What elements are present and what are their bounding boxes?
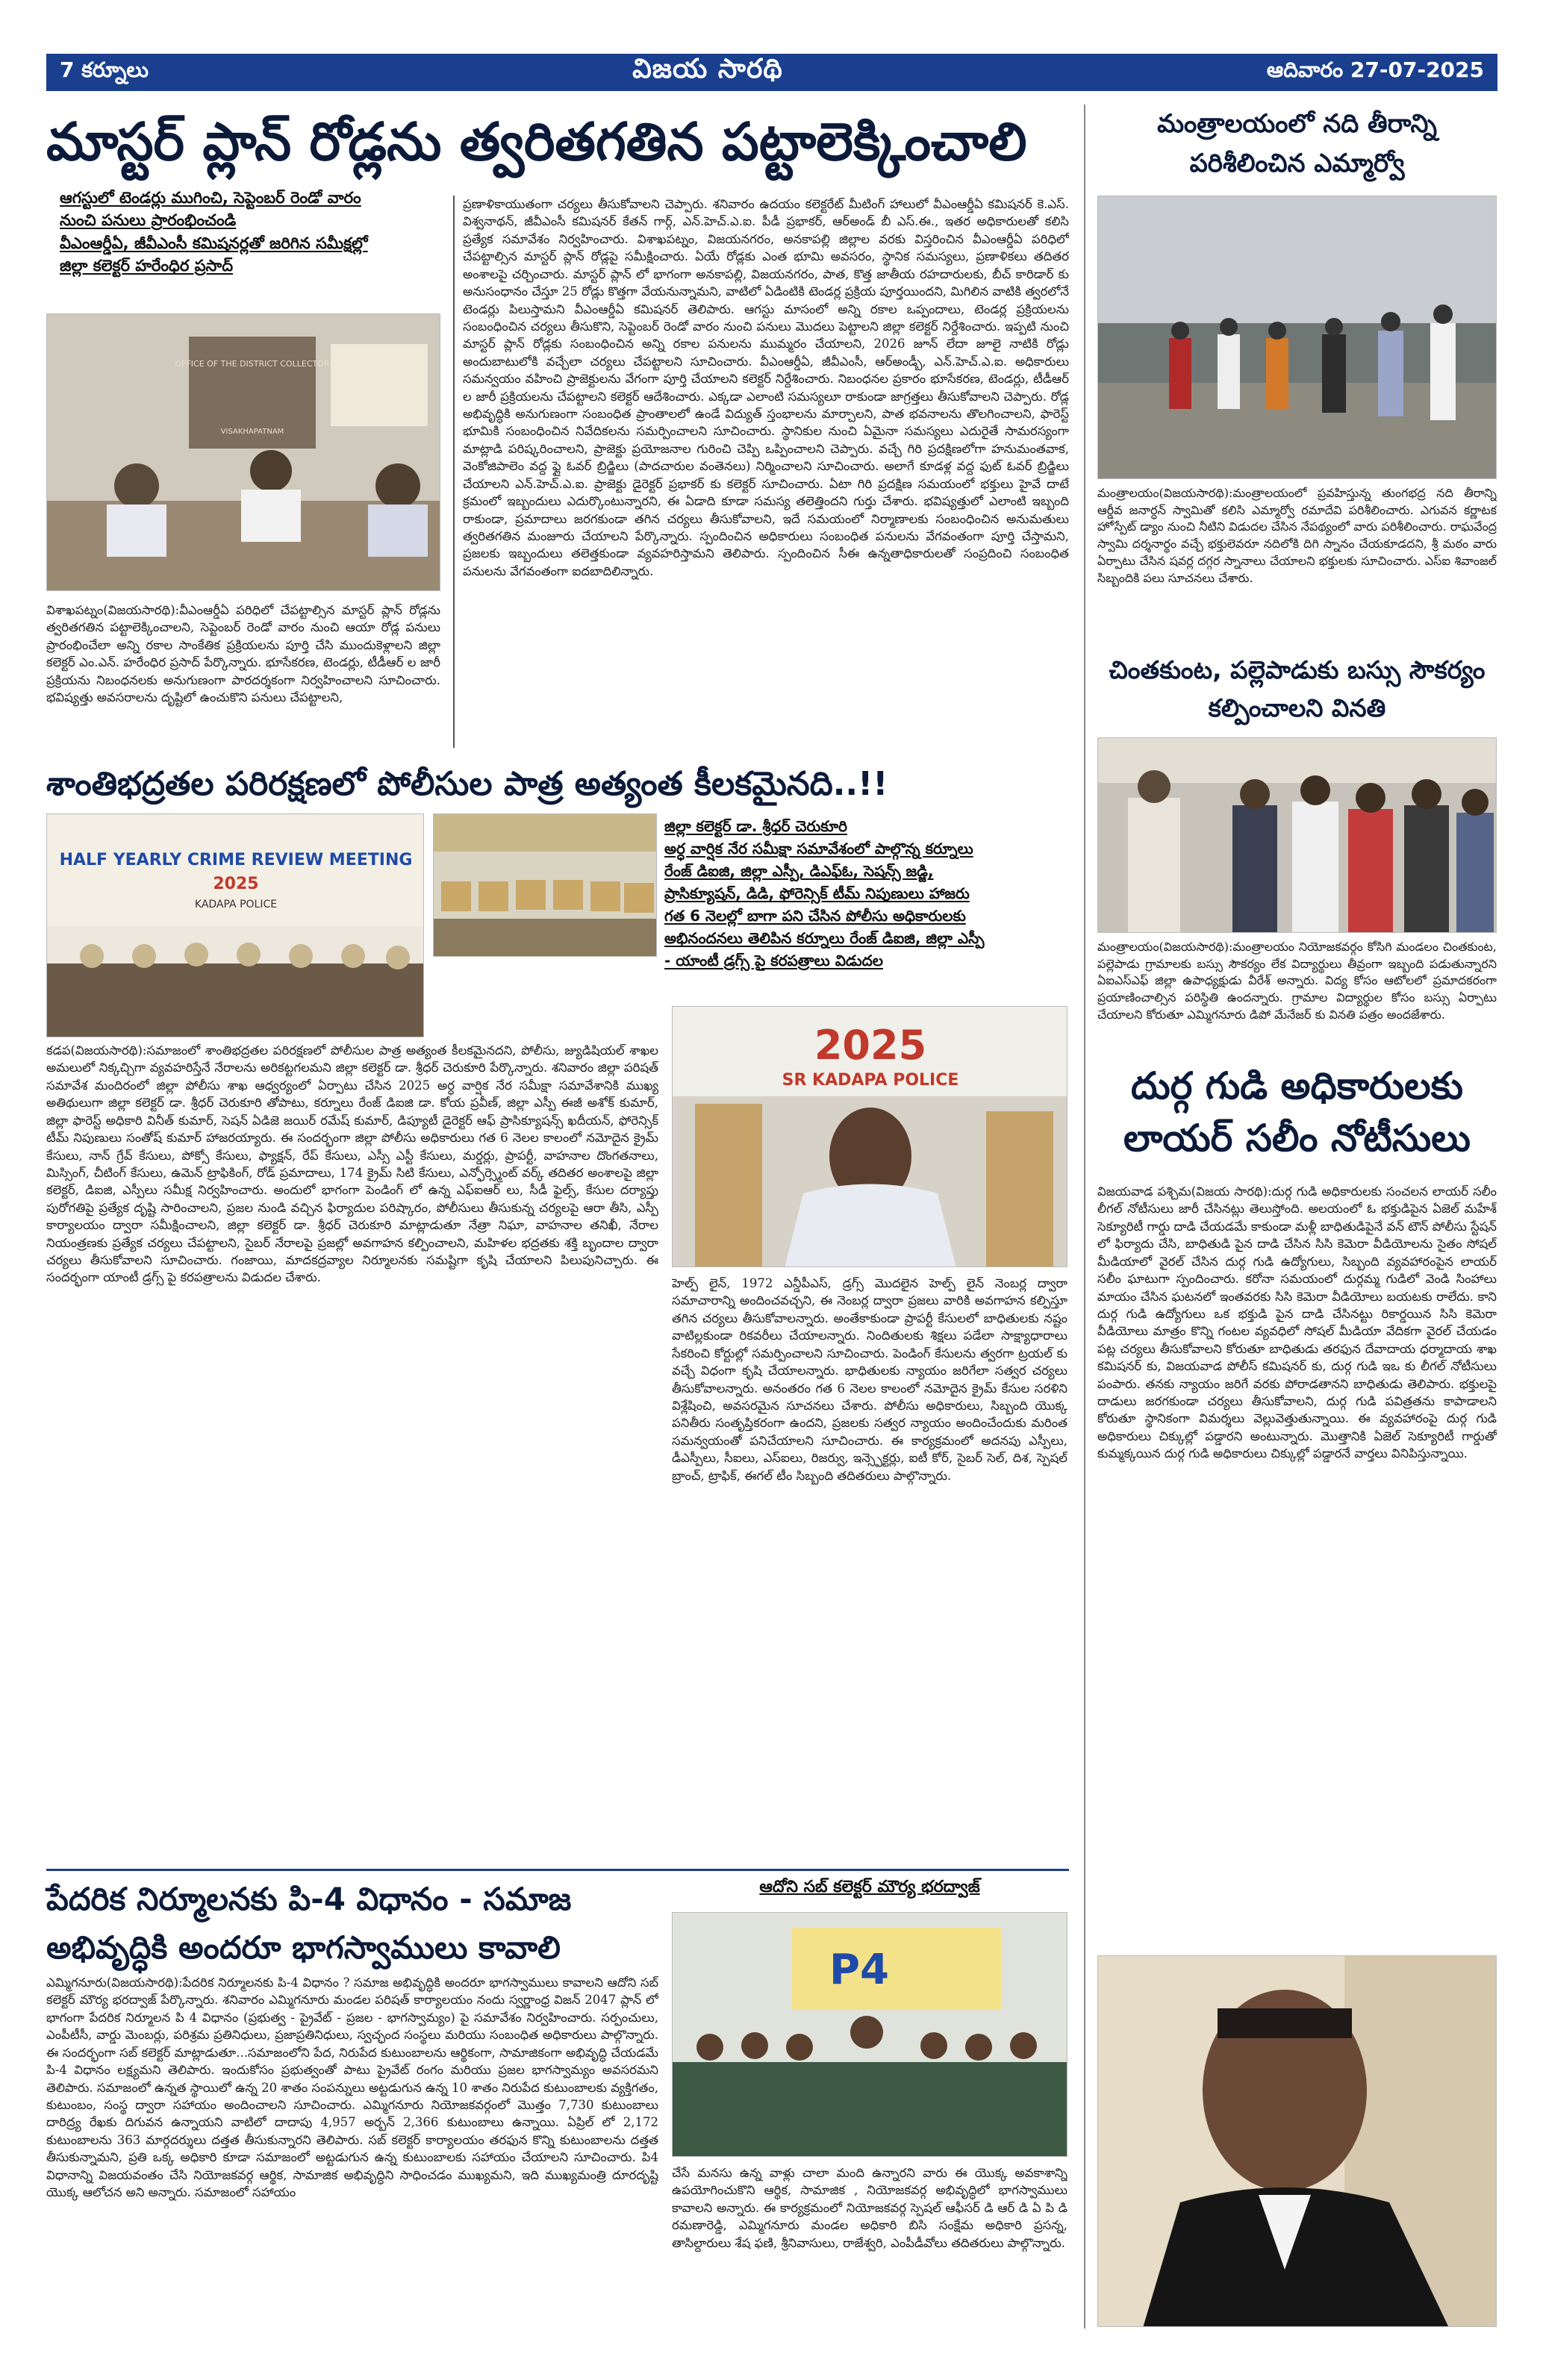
story5-photo3	[672, 1006, 1067, 1267]
story6-headline	[46, 1875, 666, 1972]
story5-photo2	[433, 813, 657, 957]
story4-headline: దుర్గ గుడి అధికారులకు లాయర్ సలీం నోటీసులు	[1123, 1064, 1471, 1160]
story5-body-right: హెల్ప్ లైన్, 1972 ఎన్డీపీఎస్, డ్రగ్స్ మొదలైన హెల్ప్ లైన్ నెంబర్ల ద్వారా సమాచారాన్ని అందించవచ్చని, ఈ నెంబర్ల ద్వారా ప్రజలు వారికి అవగాహన కల్పిస్తూ తగిన చర్యలు తీసుకోవాలన్నారు. అంతేకాకుండా ప్రాపర్టీ కేసులలో బాధితులకు నష్టం వాటిల్లకుండా రికవరీలు చేయాలన్నారు. నిందితులకు శిక్షలు పడేలా సాక్ష్యాధారాలు సేకరించి కోర్టుల్లో సమర్పించాలని సూచించారు. పెండింగ్ కేసులను త్వరగా ట్రయల్ కు వచ్చే విధంగా కృషి చేయాలన్నారు. భాధితులకు న్యాయం జరిగేలా సత్వర చర్యలు తీసుకోవాలన్నారు. అనంతరం గత 6 నెలల కాలంలో నమోదైన క్రైమ్ కేసుల సరళిని విశ్లేషించి, అవసరమైన సూచనలు చేశారు. పోలీసు అధికారులు, సిబ్బంది యొక్క పనితీరు సంతృప్తికరంగా ఉందని, ప్రజలకు సత్వర న్యాయం అందించేందుకు మరింత సమన్వయంతో పనిచేయాలని సూచించారు. ఈ కార్యక్రమంలో అదనపు ఎస్పీలు, డీఎస్పీలు, సీఐలు, ఎస్ఐలు, రిజర్వు, ఇన్స్పెక్టర్లు, ఐటీ కోర్, సైబర్ సెల్, దిశ, స్పెషల్ బ్రాంచ్, ట్రాఫిక్, ఈగల్ టీం సిబ్బంది తదితరులు పాల్గొన్నారు.	[672, 1276, 1067, 1483]
story5-subline: గత 6 నెలల్లో బాగా పని చేసిన పోలీసు అధికారులకు	[664, 907, 966, 925]
column-divider	[453, 196, 455, 748]
story1-subline: జిల్లా కలెక్టర్ హరేంధిర ప్రసాద్	[60, 257, 234, 275]
story1-body-left: విశాఖపట్నం(విజయసారథి):వీఎంఆర్డీఏ పరిధిలో చేపట్టాల్సిన మాస్టర్ ప్లాన్ రోడ్లను త్వరితగతిన పట్టాలెక్కించాలని, సెప్టెంబర్ రెండో వారం నుంచి ఆయా రోడ్ల పనులు ప్రారంభించేలా అన్ని రకాల సాంకేతిక ప్రక్రియలను పూర్తి చేసి ముందుకెళ్లాలని జిల్లా కలెక్టర్ ఎం.ఎన్. హరేంధిర ప్రసాద్ పేర్కొన్నారు. భూసేకరణ, టెండర్లు, టీడీఆర్ ల జారీ ప్రక్రియను నిబంధనలకు అనుగుణంగా పారదర్శకంగా నిర్వహించాలని సూచించారు. భవిష్యత్తు అవసరాలను దృష్టిలో ఉంచుకొని పనులు చేపట్టాలని,	[46, 603, 440, 705]
story6-headline-line: పేదరిక నిర్మూలనకు పి-4 విధానం - సమాజ	[46, 1881, 572, 1917]
story4-body: విజయవాడ పశ్చిమ(విజయ సారథి):దుర్గ గుడి అధికారులకు సంచలన లాయర్ సలీం లీగల్ నోటీసులు జారీ చేసినట్లు తెలుస్తోంది. అలయంలో ఓ భక్తుడిపైన ఏజెల్ మహేశ్ సెక్యూరిటీ గార్డు దాడి చేయడమే కాకుండా మళ్లీ బాధితుడిపైనే వన్ టౌన్ పోలీసు స్టేషన్ లో ఫిర్యాదు చేసి, బాధితుడి పైన దాడి చేసిన సిసి కెమెరా వీడియోలను సైతం సోషల్ మీడియాలో వైరల్ చేసిన దుర్గ గుడి ఉద్యోగులు, సిబ్బంది వ్యవహారంపైన లాయర్ సలీం ఘాటుగా స్పందించారు. కరోనా సమయంలో దుర్గమ్మ గుడిలో వెండి సింహాలు మాయం చేసిన ఘటనలో ఇంతవరకు సిసి కెమెరా వీడియోలు బయటకు రాలేదు. కాని దుర్గ గుడి ఉద్యోగులు ఒక భక్తుడి పైన దాడి చేసినట్టు రికార్డయిన సిసి కెమెరా వీడియోలు మాత్రం కొన్ని గంటల వ్యవధిలో సోషల్ మీడియా వేదికగా వైరల్ చేయడం పట్ల చర్యలు తీసుకోవాలని కోరుతూ బాధితుడు తరఫున దేవాదాయ ధర్మాదాయ శాఖ కమిషనర్ కు, విజయవాడ పోలీస్ కమిషనర్ కు, దుర్గ గుడి ఇఒ కు లీగల్ నోటీసులు పంపారు. తనకు న్యాయం జరిగే వరకు పోరాడతానని బాధితుడు తెలిపారు. భక్తులపై దాడులు జరగకుండా చర్యలు తీసుకోవాలని, దుర్గ గుడి పవిత్రతను కాపాడాలని కోరుతూ స్థానికంగా విమర్శలు వెల్లువెత్తుతున్నాయి. ఈ వ్యవహారంపై దుర్గ గుడి అధికారులు చిక్కుల్లో పడ్డారని అంటున్నారు. మొత్తానికి ఏజెల్ సెక్యూరిటీ గార్డుతో కుమ్మక్కయిన దుర్గ గుడి అధికారులు చిక్కుల్లో పడ్డారనే వార్తలు వినిపిస్తున్నాయి.	[1097, 1184, 1497, 1461]
story5-photo1	[46, 813, 424, 1037]
story5-headline: శాంతిభద్రతల పరిరక్షణలో పోలీసుల పాత్ర అత్యంత కీలకమైనది..!!	[46, 765, 888, 803]
story1-subline: నుంచి పనులు ప్రారంభించండి	[60, 211, 237, 230]
masthead	[46, 54, 1497, 91]
photo3-year: 2025	[814, 1022, 927, 1069]
paper-name: విజయ సారథి	[632, 54, 783, 84]
story1-subline: వీఎంఆర్డీఏ, జీవీఎంసీ కమిషనర్లతో జరిగిన సమీక్షల్లో	[60, 234, 368, 252]
banner-year: 2025	[213, 875, 259, 893]
section-rule	[46, 1869, 1069, 1871]
issue-date: ఆదివారం 27-07-2025	[1266, 57, 1484, 82]
photo3-sub: SR KADAPA POLICE	[782, 1071, 959, 1090]
story2-headline: మంత్రాలయంలో నది తీరాన్ని పరిశీలించిన ఎమ్మార్వో	[1157, 109, 1437, 178]
story2-photo	[1097, 196, 1497, 479]
photo-sign-text2: VISAKHAPATNAM	[220, 428, 284, 436]
story3-photo	[1097, 737, 1497, 933]
story5-subline: అర్ధ వార్షిక నేర సమీక్షా సమావేశంలో పాల్గొన్న కర్నూలు	[664, 840, 973, 858]
story1-body-main: ప్రణాళికాయుతంగా చర్యలు తీసుకోవాలని చెప్పారు. శనివారం ఉదయం కలెక్టరేట్ మీటింగ్ హాలులో వీఎంఆర్డీఏ కమిషనర్ కె.ఎస్. విశ్వనాథన్, జీవీఎంసీ కమిషనర్ కేతన్ గార్గ్, ఎన్.హెచ్.ఎ.ఐ. పీడీ ప్రభాకర్, ఆర్అండ్ బీ ఎస్.ఈ., ఇతర అధికారులతో కలిసి ప్రత్యేక సమావేశం నిర్వహించారు. విశాఖపట్నం, విజయనగరం, అనకాపల్లి జిల్లాల వరకు విస్తరించిన వీఎంఆర్డీఏ పరిధిలో చేపట్టాల్సిన మాస్టర్ ప్లాన్ రోడ్లపై సమీక్షించారు. ఏయే రోడ్లకు ఎంత భూమి అవసరం, స్థానిక సమస్యలు, ప్రణాళికలు తదితర అంశాలపై చర్చించారు. మాస్టర్ ప్లాన్ లో భాగంగా అనకాపల్లి, విజయనగరం, పాత, కొత్త జాతీయ రహదారులకు, బీచ్ కారిడార్ కు అనుసంధానం చేస్తూ 25 రోడ్లు కొత్తగా వేయనున్నామని, వాటిలో ఏడింటికి టెండర్ల ప్రక్రియ పూర్తయిందని, మిగిలిన వాటికి త్వరలోనే టెండర్లు పిలుస్తామని వీఎంఆర్డీఏ కమిషనర్ తెలిపారు. ఆగస్టు మాసంలో అన్ని రకాల ఒప్పందాలు, టెండర్ల ప్రక్రియలను సంబంధించిన చర్యలు తీసుకొని, సెప్టెంబర్ రెండో వారం నుంచి పనులు మొదలు పెట్టాలని జిల్లా కలెక్టర్ నిర్దేశించారు. ఇప్పటి నుంచి మాస్టర్ ప్లాన్ రోడ్లకు సంబంధించిన అన్ని రకాల పనులను ముమ్మరం చేయాలని, 2026 జూన్ లేదా జూలై నాటికి రోడ్లు అందుబాటులోకి వచ్చేలా చర్యలు చేపట్టాలని సూచించారు. వీఎంఆర్డీఏ, జీవీఎంసీ, ఆర్అండ్బీ, ఎన్.హెచ్.ఎ.ఐ. అధికారులు సమన్వయం వహించి ప్రాజెక్టులను వేగంగా పూర్తి చేయాలని కలెక్టర్ నిర్దేశించారు. నిబంధనల ప్రకారం భూసేకరణ, టెండర్లు, టీడీఆర్ ల జారీ ప్రక్రియలను చేపట్టాలని కలెక్టర్ ఆదేశించారు. ఎక్కడా ఎలాంటి సమస్యలూ రాకుండా జాగ్రత్తలు తీసుకోవాలని చెప్పారు. రోడ్ల అభివృద్ధికి అనుగుణంగా సంబంధిత ప్రాంతాలలో ఉండే విద్యుత్ స్తంభాలను మార్చాలని, పాత భవనాలను తొలగించాలని, ఫారెస్ట్ భూమికి సంబంధించిన నివేదికలను సమర్పించాలని సూచించారు. స్థానికుల నుంచి ఏమైనా సమస్యలు ఎదురైతే సామరస్యంగా మాట్లాడి పరిష్కరించాలని, ప్రాజెక్టు ప్రయోజనాల గురించి చెప్పి ఒప్పించాలని చెప్పారు. వచ్చే గిరి ప్రదక్షిణలోగా హనుమంతవాక, వెంకోజిపాలెం వద్ద ఫ్లై ఓవర్ బ్రిడ్జిలు (పాదచారుల వంతెనలు) నిర్మించాలని సూచించారు. అలాగే కూడళ్ల వద్ద ఫుట్ ఓవర్ బ్రిడ్జిలు చేయాలని ఎన్.హెచ్.ఎ.ఐ. ప్రాజెక్టు డైరెక్టర్ ప్రభాకర్ కు కలెక్టర్ సూచించారు. ఏటా గిరి ప్రదక్షిణ సమయంలో భక్తులు హైవే దాటే క్రమంలో ఇబ్బందులు ఎదుర్కొంటున్నారని, ఈ ఏడాది కూడా సమస్య తలెత్తిందని గుర్తు చేశారు. భవిష్యత్తులో ఎలాంటి ఇబ్బంది రాకుండా, ప్రమాదాలు జరగకుండా తగిన చర్యలు తీసుకోవాలని, ఇదే సమయంలో నిర్మాణాలకు సంబంధించిన అనుమతులు త్వరితగతిన మంజూరు చేయాలని పేర్కొన్నారు. స్పందించిన అధికారులు సంబంధిత పనులను వేగవంతంగా పూర్తి చేస్తామని, ప్రజలకు ఇబ్బందులు తలెత్తకుండా వ్యవహరిస్తామని తెలిపారు. స్పందించిన సీఈ ఉన్నతాధికారులతో సంప్రదించి సంబంధిత పనులను వేగవంతంగా ఐదబాదిలిన్నారు.	[463, 197, 1069, 578]
story5-sublines	[664, 815, 1067, 987]
story1-headline: మాస్టర్ ప్లాన్ రోడ్లను త్వరితగతిన పట్టాలెక్కించాలి	[46, 111, 1027, 172]
banner-text: HALF YEARLY CRIME REVIEW MEETING	[59, 851, 413, 869]
banner-sub: KADAPA POLICE	[194, 899, 278, 911]
story1-photo	[46, 313, 440, 591]
story5-body-left: కడప(విజయసారథి):సమాజంలో శాంతిభద్రతల పరిరక్షణలో పోలీసుల పాత్ర అత్యంత కీలకమైనదని, పోలీసు, జ్యుడిషియల్ శాఖల అమలులో నిక్కచ్చిగా వ్యవహరిస్తేనే నేరాలను అరికట్టగలమని జిల్లా కలెక్టర్ డా. శ్రీధర్ చెరుకూరి పేర్కొన్నారు. శనివారం జిల్లా పరిషత్ సమావేశ మందిరంలో జిల్లా పోలీసు శాఖ ఆధ్వర్యంలో ఏర్పాటు చేసిన 2025 అర్ధ వార్షిక నేర సమీక్షా సమావేశానికి ముఖ్య అతిథులుగా జిల్లా కలెక్టర్ డా. శ్రీధర్ చెరుకూరి తోపాటు, కర్నూలు రేంజ్ డిఐజి డా. కోయ ప్రవీణ్, జిల్లా ఎస్పీ ఈజీ అశోక్ కుమార్, జిల్లా ఫారెస్ట్ అధికారి వినీత్ కుమార్, సెషన్ ఏడిజె జయిర్ రమేష్ కుమార్, డిప్యూటీ డైరెక్టర్ ఆఫ్ ప్రాసిక్యూషన్స్ ఖదీయన్, ఫోరెన్సిక్ టీమ్ నిపుణులు సంతోష్ కుమార్ హాజరయ్యారు. ఈ సందర్భంగా జిల్లా పోలీసు అధికారులు గత 6 నెలల కాలంలో నమోదైన క్రైమ్ కేసులు, నాన్ గ్రేవ్ కేసులు, పోక్సో కేసులు, ఫ్యాక్షన్, రేప్ కేసులు, ఎస్సీ ఎస్టీ కేసులు, మర్డర్లు, ప్రాపర్టీ, వాహనాల దొంగతనాలు, మిస్సింగ్, చీటింగ్ కేసులు, ఉమెన్ ట్రాఫికింగ్, రోడ్ ప్రమాదాలు, 174 క్రైమ్ సిటి కేసులు, ఎన్ఫోర్స్మెంట్ వర్క్ తదితర అంశాలపై జిల్లా కలెక్టర్, డిఐజి, ఎస్పీలు సమీక్ష నిర్వహించారు. అందులో భాగంగా పెండింగ్ లో ఉన్న ఎఫ్ఐఆర్ లు, సీడీ ఫైల్స్, కేసుల దర్యాప్తు పురోగతిపై ప్రత్యేక దృష్టి సారించాలని, ప్రజల నుండి వచ్చిన ఫిర్యాదుల పరిష్కారం, పోలీసులు తీసుకున్న చర్యలపై ఆరా తీసి, ఎస్పీ కార్యాలయం ద్వారా సమీక్షించాలని, జిల్లా కలెక్టర్ డా. శ్రీధర్ చెరుకూరి మాట్లాడుతూ నేత్రా నిఘా, వాహనాల తనిఖీ, నేరాల నియంత్రణకు ప్రత్యేక చర్యలు చేపట్టాలని, సైబర్ నేరాలపై ప్రజల్లో అవగాహన కల్పించాలని, మహిళల భద్రతకు శక్తి బృందాల ద్వారా చర్యలు తీసుకోవాలని సూచించారు. గంజాయి, మాదకద్రవ్యాల నిర్మూలనకు సమష్టిగా కృషి చేయాలని పిలుపునిచ్చారు. ఈ సందర్భంగా యాంటీ డ్రగ్స్ పై కరపత్రాలను విడుదల చేశారు.	[46, 1043, 658, 1285]
story4-photo	[1097, 1955, 1497, 2327]
story6-body-right: చేసే మనసు ఉన్న వాళ్లు చాలా మంది ఉన్నారని వారు ఈ యొక్క అవకాశాన్ని ఉపయోగించుకొని ఆర్థిక, సామాజిక , నియోజకవర్గ అభివృద్ధిలో భాగస్వాములు కావాలని అన్నారు. ఈ కార్యక్రమంలో నియోజకవర్గ స్పెషల్ ఆఫీసర్ డి ఆర్ డి ఏ పి డి రమణారెడ్డి, ఎమ్మిగనూరు మండల అధికారి బిసి సంక్షేమ అధికారి ప్రసన్న, తాసిల్దారులు శేష ఫణి, శ్రీనివాసులు, రాజేశ్వరి, ఎంపీడీవోలు తదితరులు పాల్గొన్నారు.	[672, 2166, 1067, 2250]
page-label: 7 కర్నూలు	[60, 57, 149, 82]
story1-subline: ఆగస్టులో టెండర్లు ముగించి, సెప్టెంబర్ రెండో వారం	[60, 189, 361, 207]
story5-subline: ప్రాసిక్యూషన్, డిడి, ఫోరెన్సిక్ టీమ్ నిపుణులు హాజరు	[664, 884, 970, 902]
story6-sub: ఆదోని సబ్ కలెక్టర్ మౌర్య భరద్వాజ్	[759, 1878, 980, 1896]
column-divider	[1084, 104, 1085, 2329]
story6-headline-line: అభివృద్ధికి అందరూ భాగస్వాములు కావాలి	[46, 1929, 561, 1967]
story3-headline: చింతకుంట, పల్లెపాడుకు బస్సు సౌకర్యం కల్పించాలని వినతి	[1109, 655, 1486, 723]
story2-body: మంత్రాలయం(విజయసారథి):మంత్రాలయంలో ప్రవహిస్తున్న తుంగభద్ర నది తీరాన్ని ఆర్డీవ జనార్ధన్ స్వామితో కలిసి ఎమ్మార్వో రమాదేవి పరిశీలించారు. ఎగువన కర్ణాటక హోస్పేట్ డ్యాం నుంచి నీటిని విడుదల చేసిన నేపథ్యంలో వారు పరిశీలించారు. రాఘవేంద్ర స్వామి దర్శనార్థం వచ్చే భక్తులెవరూ నదిలోకి దిగి స్నానం చేయకూడదని, శ్రీ మఠం వారు ఏర్పాటు చేసిన షవర్ల దగ్గర స్నానాలు చేయాలని భక్తులకు సూచించారు. ఎస్ఐ శివాంజల్ సిబ్బందికి పలు సూచనలు చేశారు.	[1097, 486, 1497, 585]
story6-body-left: ఎమ్మిగనూరు(విజయసారథి):పేదరిక నిర్మూలనకు పి-4 విధానం ? సమాజ అభివృద్ధికి అందరూ భాగస్వాములు కావాలని ఆదోని సబ్ కలెక్టర్ మౌర్య భరద్వాజ్ పేర్కొన్నారు. శనివారం ఎమ్మిగనూరు మండల పరిషత్ కార్యాలయం నందు స్వర్ణాంధ్ర విజన్ 2047 ప్లాన్ లో భాగంగా పేదరిక నిర్మూలన పి 4 విధానం (ప్రభుత్వ - ప్రైవేట్ - ప్రజల - భాగస్వామ్యం) పై సమావేశం నిర్వహించారు. సర్పంచులు, ఎంపీటీసీ, వార్డు మెంబర్లు, పరిశ్రమ ప్రతినిధులు, ప్రజాప్రతినిధులు, స్వచ్ఛంద సంస్థలు మరియు సంబంధిత అధికారులు పాల్గొన్నారు. ఈ సందర్భంగా సబ్ కలెక్టర్ మాట్లాడుతూ...సమాజంలోని పేద, నిరుపేద కుటుంబాలను ఆర్థికంగా, సామాజికంగా అభివృద్ధి చేయడమే పి-4 విధానం లక్ష్యమని తెలిపారు. ఇందుకోసం ప్రభుత్వంతో పాటు ప్రైవేట్ రంగం మరియు ప్రజల భాగస్వామ్యం అవసరమని తెలిపారు. సమాజంలో ఉన్నత స్థాయిలో ఉన్న 20 శాతం సంపన్నులు అట్టడుగున ఉన్న 10 శాతం నిరుపేద కుటుంబాలకు వ్యక్తిగతం, కుటుంబం, సంస్థ ద్వారా సహాయం అందించాలని సూచించారు. ఎమ్మిగనూరు నియోజకవర్గంలో మొత్తం 7,730 కుటుంబాలు దారిద్ర్య రేఖకు దిగువన ఉన్నాయని వాటిలో దాదాపు 4,957 అర్బన్ 2,366 కుటుంబాలు ఉన్నాయి. ఏప్రిల్ లో 2,172 కుటుంబాలను 363 మార్గదర్శులు దత్తత తీసుకున్నారని తెలిపారు. సబ్ కలెక్టర్ కార్యాలయం తరఫున కొన్ని కుటుంబాలను దత్తత తీసుకున్నామని, ప్రతి ఒక్క అధికారి కూడా సమాజంలో అట్టడుగున ఉన్న కుటుంబాలకు సహాయం చేయాలని సూచించారు. పి4 విధానాన్ని విజయవంతం చేసి నియోజకవర్గ ఆర్థిక, సామాజిక అభివృద్ధిని సాధించడం ముఖ్యమని, ఇది ముఖ్యమంత్రి దూరదృష్టి యొక్క ఆలోచన అని అన్నారు. సమాజంలో సహాయం	[46, 1975, 658, 2200]
story5-subline: అభినందనలు తెలిపిన కర్నూలు రేంజ్ డిఐజి, జిల్లా ఎస్పీ	[664, 929, 985, 947]
story5-subline: - యాంటీ డ్రగ్స్ పై కరపత్రాలు విడుదల	[664, 952, 883, 969]
photo-sign-text: OFFICE OF THE DISTRICT COLLECTOR	[175, 359, 330, 369]
story5-subline: జిల్లా కలెక్టర్ డా. శ్రీధర్ చెరుకూరి	[664, 817, 847, 835]
p4-banner: P4	[829, 1946, 890, 1994]
story5-subline: రేంజ్ డిఐజి, జిల్లా ఎస్పీ, డిఎఫ్ఓ, సెషన్స్ జడ్జి,	[664, 862, 934, 880]
story6-photo	[672, 1912, 1067, 2157]
story1-sublines	[60, 187, 448, 313]
story3-body: మంత్రాలయం(విజయసారథి):మంత్రాలయం నియోజకవర్గం కోసిగి మండలం చింతకుంట, పల్లెపాడు గ్రామాలకు బస్సు సౌకర్యం లేక విద్యార్థులు తీవ్రంగా ఇబ్బంది పడుతున్నారని ఏఐఎస్ఎఫ్ జిల్లా ఉపాధ్యక్షుడు వీరేశ్ అన్నారు. విద్య కోసం ఆటోలలో ప్రమాదకరంగా ప్రయాణించాల్సిన పరిస్థితి ఉందన్నారు. గ్రామాల విద్యార్థుల కోసం బస్సు ఏర్పాటు చేయాలని కోరుతూ ఎమ్మిగనూరు డిపో మేనేజర్ కు వినతి పత్రం అందజేశారు.	[1097, 940, 1497, 1022]
